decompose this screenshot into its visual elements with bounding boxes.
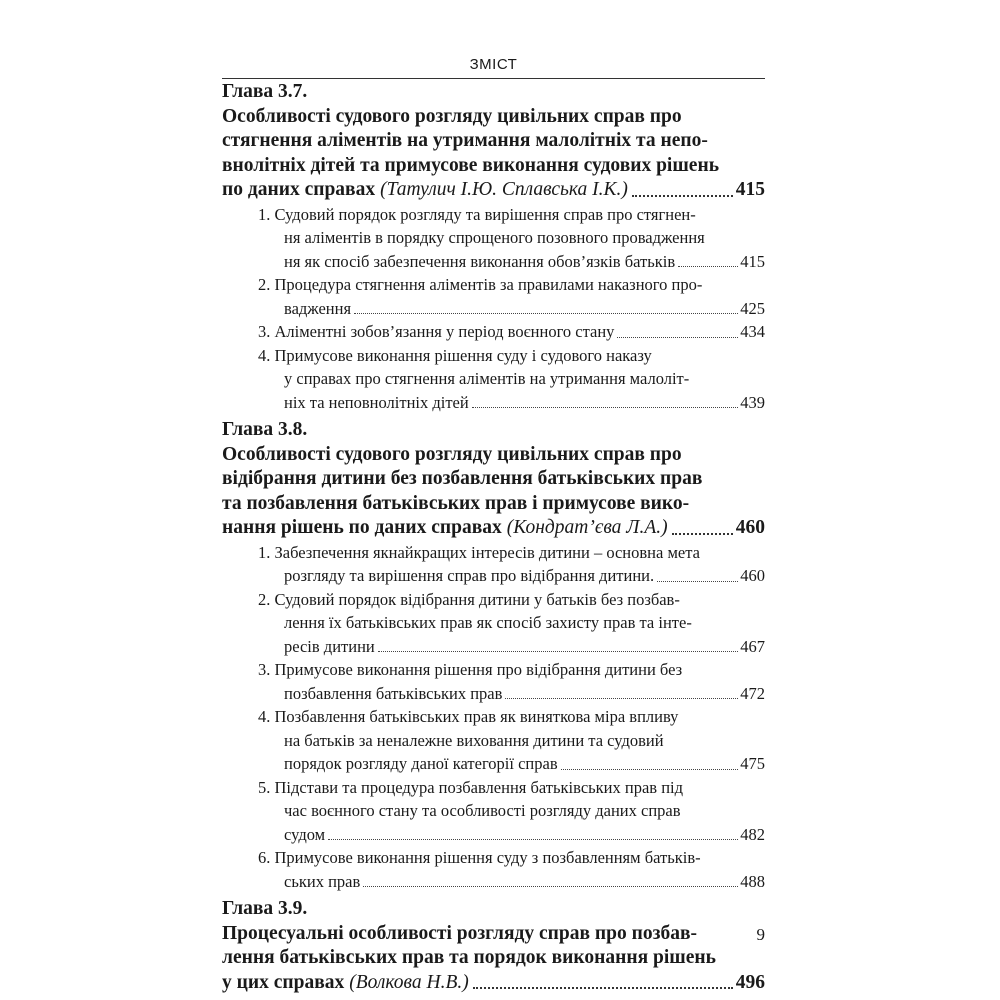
chapter-title[interactable] bbox=[222, 105, 765, 203]
chapter-title-line: та позбавлення батьківських прав і примусове вико- bbox=[222, 492, 690, 514]
toc-entry[interactable] bbox=[222, 846, 765, 893]
chapter-title-line: Особливості судового розгляду цивільних справ про bbox=[222, 443, 682, 465]
chapter-title-line: у цих справах bbox=[222, 971, 345, 993]
toc-entry-text: розгляду та вирішення справ про відібрання дитини. bbox=[284, 566, 655, 585]
chapter-label: Глава 3.7. bbox=[222, 81, 308, 102]
toc-entry-text: 3. Аліментні зобов’язання у період воєнного стану bbox=[258, 322, 615, 341]
toc-entry-text: 2. Процедура стягнення аліментів за правилами наказного про- bbox=[258, 275, 703, 294]
chapter-title-line: відібрання дитини без позбавлення батьківських прав bbox=[222, 468, 703, 489]
toc-entry-page-number: 488 bbox=[740, 871, 765, 891]
toc-entry-text: ських прав bbox=[284, 871, 361, 891]
chapter-title-line: лення батьківських прав та порядок виконання рішень bbox=[222, 947, 716, 968]
toc-entry-page-number: 425 bbox=[740, 298, 765, 318]
toc-entry-text: 2. Судовий порядок відібрання дитини у батьків без позбав- bbox=[258, 589, 680, 609]
toc-entry-page-number: 460 bbox=[740, 566, 765, 585]
toc-entry-text: час воєнного стану та особливості розгляду даних справ bbox=[284, 801, 681, 820]
toc-entry[interactable] bbox=[222, 203, 765, 274]
chapter-title-line: по даних справах bbox=[222, 179, 376, 200]
dot-leader bbox=[328, 823, 738, 841]
toc-entry-page-number: 475 bbox=[740, 754, 765, 773]
chapter-title-line: Особливості судового розгляду цивільних справ про bbox=[222, 105, 682, 127]
toc-entry-page-number: 472 bbox=[740, 683, 765, 703]
dot-leader bbox=[678, 250, 738, 268]
toc-entry-page-number: 467 bbox=[740, 636, 765, 656]
toc-entry-text: ресів дитини bbox=[284, 636, 375, 656]
chapter-author: (Кондрат’єва Л.А.) bbox=[506, 517, 668, 538]
chapter-title-line: Процесуальні особливості розгляду справ про позбав- bbox=[222, 922, 697, 944]
dot-leader bbox=[561, 752, 739, 770]
toc-entry-text: 4. Примусове виконання рішення суду і судового наказу bbox=[258, 345, 652, 365]
toc-entry-text: порядок розгляду даної категорії справ bbox=[284, 754, 558, 773]
dot-leader bbox=[617, 320, 738, 338]
toc-entry[interactable] bbox=[222, 320, 765, 344]
dot-leader bbox=[378, 635, 739, 653]
toc-entry[interactable] bbox=[222, 588, 765, 659]
toc-entry-text: 4. Позбавлення батьківських прав як виняткова міра впливу bbox=[258, 707, 679, 726]
dot-leader bbox=[473, 971, 733, 990]
toc-entry-page-number: 482 bbox=[740, 824, 765, 844]
chapter-title-line: внолітніх дітей та примусове виконання судових рішень bbox=[222, 154, 720, 176]
chapter-page-number: 460 bbox=[735, 517, 765, 538]
chapter-label: Глава 3.8. bbox=[222, 419, 308, 440]
dot-leader bbox=[354, 297, 738, 315]
toc-entry[interactable] bbox=[222, 776, 765, 847]
table-of-contents bbox=[222, 80, 765, 999]
toc-entry-text: 1. Забезпечення якнайкращих інтересів дитини – основна мета bbox=[258, 542, 700, 562]
chapter-title[interactable] bbox=[222, 443, 765, 541]
chapter-page-number: 496 bbox=[735, 971, 765, 993]
header-rule bbox=[222, 78, 765, 79]
toc-entry-text: судом bbox=[284, 824, 326, 844]
toc-entry-text: позбавлення батьківських прав bbox=[284, 683, 503, 703]
toc-entry-text: 1. Судовий порядок розгляду та вирішення справ про стягнен- bbox=[258, 204, 696, 224]
toc-entry[interactable] bbox=[222, 344, 765, 415]
toc-entry[interactable] bbox=[222, 658, 765, 705]
chapter-block bbox=[222, 897, 765, 995]
dot-leader bbox=[657, 564, 738, 582]
dot-leader bbox=[505, 682, 738, 700]
toc-entry-text: ня як спосіб забезпечення виконання обов’язків батьків bbox=[284, 251, 676, 271]
toc-entry[interactable] bbox=[222, 273, 765, 320]
toc-entry-text: вадження bbox=[284, 298, 352, 318]
dot-leader bbox=[363, 870, 738, 888]
toc-entry-text: ніх та неповнолітніх дітей bbox=[284, 392, 469, 412]
running-header: ЗМІСТ bbox=[469, 56, 518, 73]
toc-entry-page-number: 415 bbox=[740, 251, 765, 271]
toc-entry-text: у справах про стягнення аліментів на утримання малоліт- bbox=[284, 369, 690, 388]
toc-entry[interactable] bbox=[222, 541, 765, 588]
chapter-label: Глава 3.9. bbox=[222, 898, 308, 919]
chapter-title[interactable] bbox=[222, 922, 765, 996]
toc-entry-text: 5. Підстави та процедура позбавлення батьківських прав під bbox=[258, 777, 684, 797]
toc-entry-text: на батьків за неналежне виховання дитини та судовий bbox=[284, 730, 664, 750]
chapter-page-number: 415 bbox=[735, 179, 765, 200]
chapter-author: (Волкова Н.В.) bbox=[349, 971, 469, 993]
chapter-block bbox=[222, 80, 765, 414]
chapter-title-line: нання рішень по даних справах bbox=[222, 517, 502, 538]
toc-entry-page-number: 434 bbox=[740, 322, 765, 341]
toc-entry-text: лення їх батьківських прав як спосіб захисту прав та інте- bbox=[284, 613, 692, 632]
chapter-author: (Татулич І.Ю. Сплавська І.К.) bbox=[380, 179, 628, 200]
toc-entry-text: 3. Примусове виконання рішення про відібрання дитини без bbox=[258, 660, 683, 679]
toc-entry-text: 6. Примусове виконання рішення суду з позбавленням батьків- bbox=[258, 848, 701, 867]
dot-leader bbox=[472, 391, 739, 409]
toc-entry-text: ня аліментів в порядку спрощеного позовного провадження bbox=[284, 228, 705, 247]
chapter-title-line: стягнення аліментів на утримання малолітніх та непо- bbox=[222, 130, 708, 151]
page-number: 9 bbox=[756, 925, 765, 944]
chapter-block bbox=[222, 418, 765, 893]
dot-leader bbox=[632, 178, 733, 197]
dot-leader bbox=[672, 516, 733, 535]
toc-entry-page-number: 439 bbox=[740, 392, 765, 412]
toc-entry[interactable] bbox=[222, 705, 765, 776]
